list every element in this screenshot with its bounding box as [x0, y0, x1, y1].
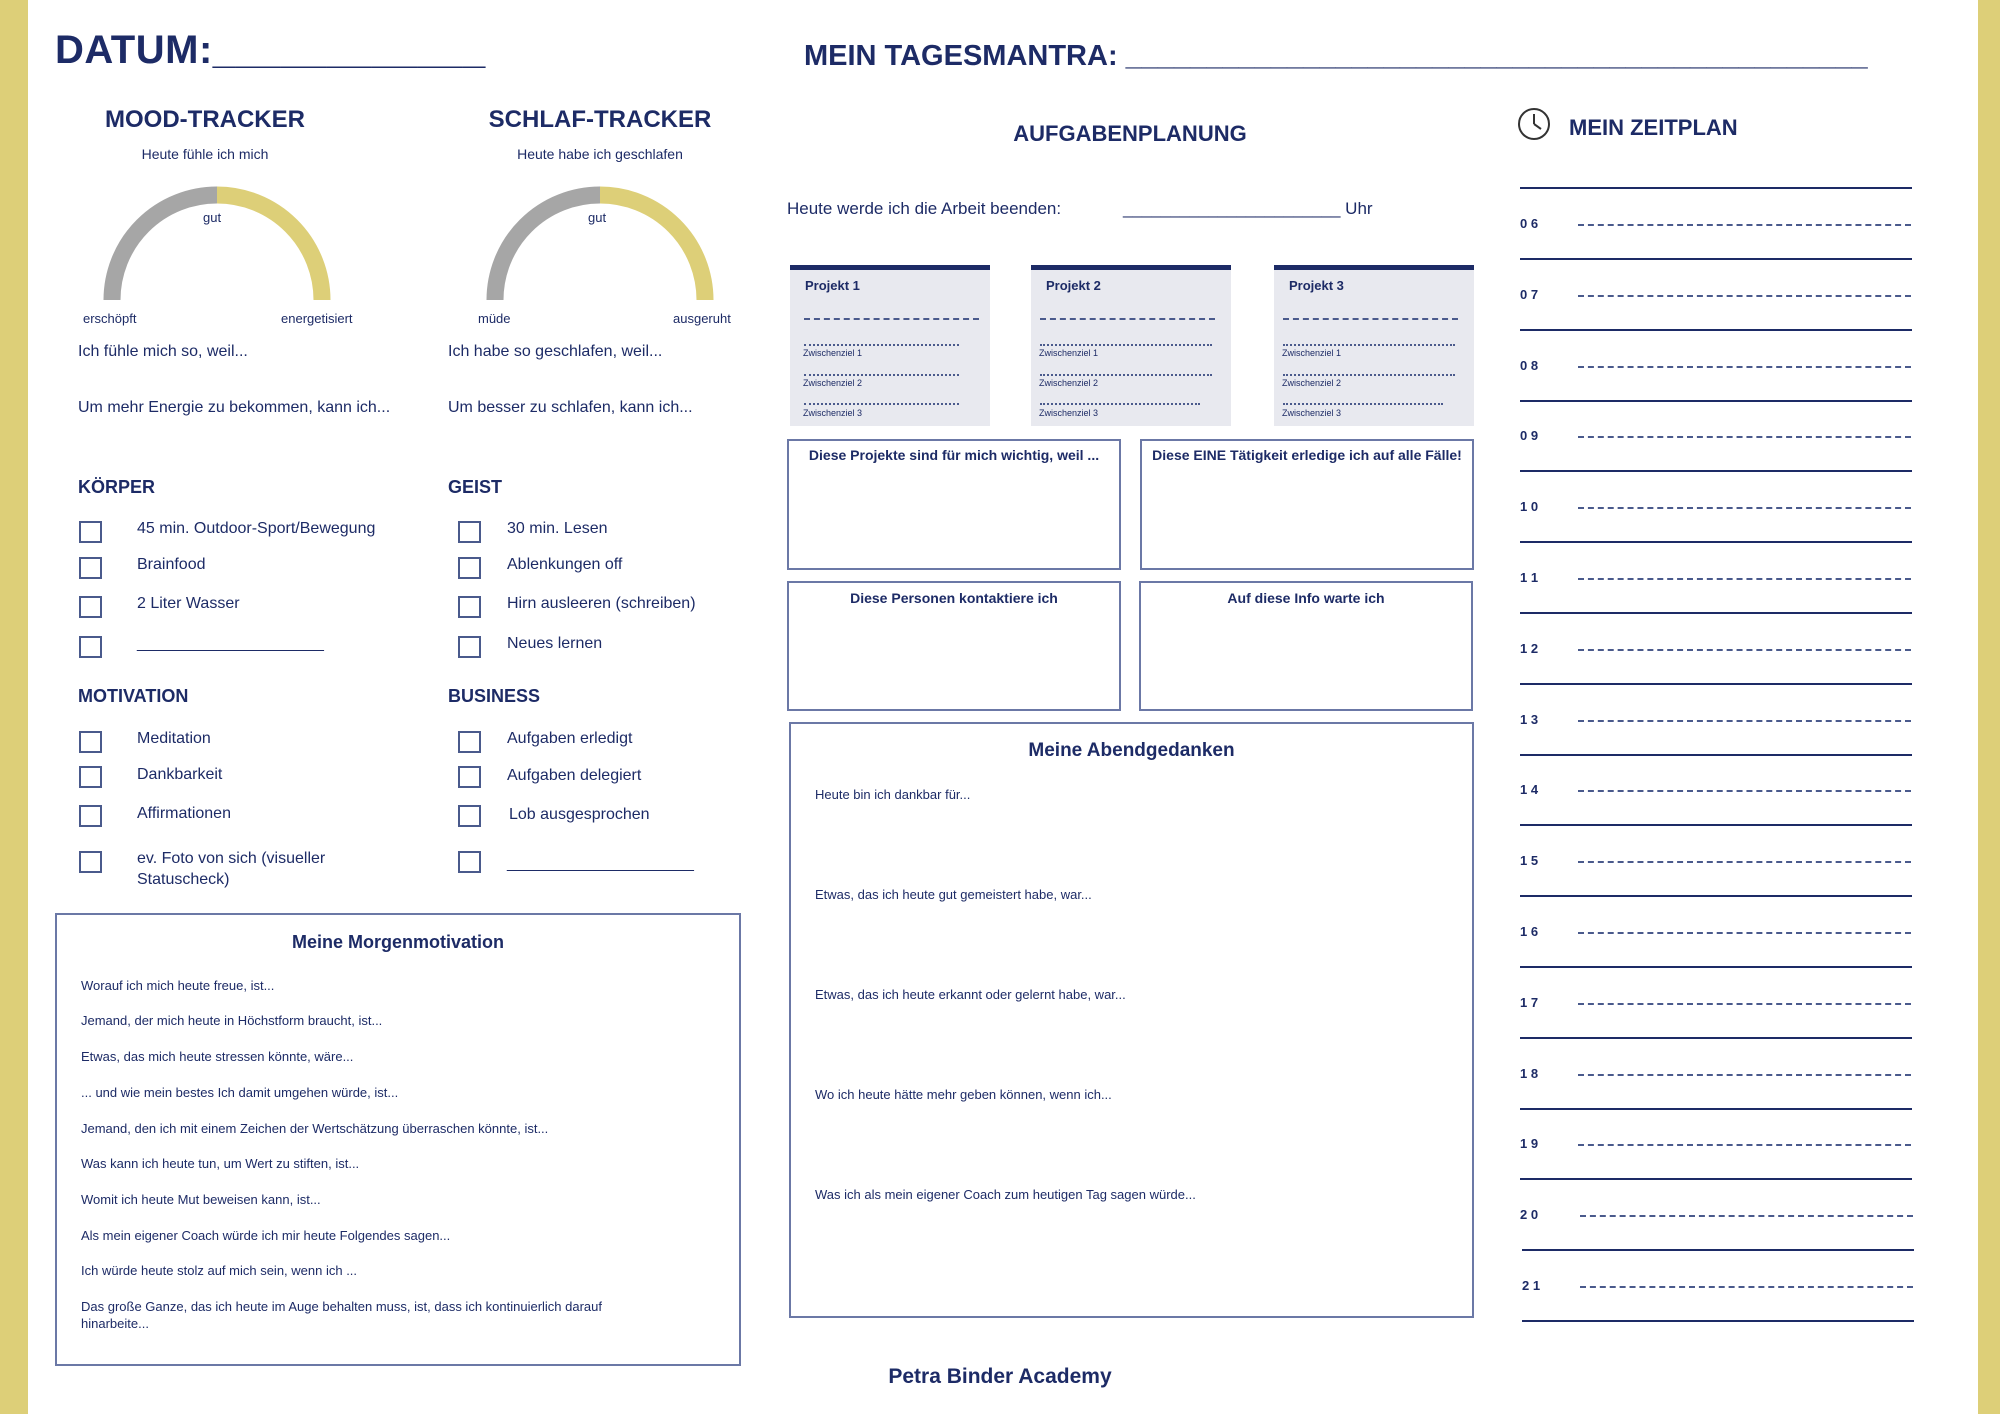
project-2-title: Projekt 2: [1046, 278, 1101, 293]
mood-gauge-mid: gut: [203, 210, 222, 225]
hour-divider-17: [1520, 1037, 1912, 1039]
morgen-line-1: Jemand, der mich heute in Höchstform braucht, ist...: [81, 1013, 383, 1028]
checkbox-koerper-2[interactable]: [79, 596, 102, 618]
morgen-line-4: Jemand, den ich mit einem Zeichen der Wertschätzung überraschen könnte, ist...: [81, 1121, 549, 1136]
end-time-field[interactable]: _______________________ Uhr: [1123, 199, 1373, 218]
hour-divider-10: [1520, 541, 1912, 543]
project-3-z3: Zwischenziel 3: [1282, 408, 1342, 418]
zeitplan-title: MEIN ZEITPLAN: [1569, 115, 1738, 140]
hour-label-06: 0 6: [1520, 216, 1539, 231]
hour-label-09: 0 9: [1520, 428, 1539, 443]
hour-divider-08: [1520, 400, 1912, 402]
project-1-z1-line: [804, 344, 959, 346]
hour-slot-18[interactable]: [1578, 1074, 1911, 1076]
box-wichtig-title: Diese Projekte sind für mich wichtig, weil ...: [808, 447, 1100, 463]
abend-line-2: Etwas, das ich heute erkannt oder gelernt habe, war...: [815, 987, 1126, 1002]
project-1-title: Projekt 1: [805, 278, 860, 293]
mood-gauge-left: erschöpft: [83, 311, 137, 326]
checkbox-motivation-3[interactable]: [79, 851, 102, 873]
hour-slot-06[interactable]: [1578, 224, 1911, 226]
abend-box: [789, 722, 1474, 1318]
morgen-line-5: Was kann ich heute tun, um Wert zu stiften, ist...: [81, 1156, 360, 1171]
motivation-item-1: Dankbarkeit: [137, 766, 223, 783]
morgen-line-9: Das große Ganze, das ich heute im Auge behalten muss, ist, dass ich kontinuierlich darauf: [81, 1299, 603, 1314]
hour-label-13: 1 3: [1520, 712, 1539, 727]
business-item-1: Aufgaben delegiert: [507, 767, 642, 784]
business-title: BUSINESS: [448, 686, 541, 706]
hour-label-21: 2 1: [1522, 1278, 1541, 1293]
sleep-gauge-left: müde: [478, 311, 511, 326]
mood-prompt-1: Ich fühle mich so, weil...: [78, 343, 248, 360]
hour-label-18: 1 8: [1520, 1066, 1539, 1081]
project-3-z2: Zwischenziel 2: [1282, 378, 1342, 388]
project-1-z1: Zwischenziel 1: [803, 348, 863, 358]
sleep-gauge-mid: gut: [588, 210, 607, 225]
hour-label-19: 1 9: [1520, 1136, 1539, 1151]
hour-slot-16[interactable]: [1578, 932, 1911, 934]
checkbox-koerper-1[interactable]: [79, 557, 102, 579]
project-1-line: [804, 318, 979, 320]
footer-brand: Petra Binder Academy: [888, 1365, 1112, 1388]
hour-slot-17[interactable]: [1578, 1003, 1911, 1005]
morgen-line-2: Etwas, das mich heute stressen könnte, wäre...: [81, 1049, 354, 1064]
project-3-z1: Zwischenziel 1: [1282, 348, 1342, 358]
sleep-prompt-2: Um besser zu schlafen, kann ich...: [448, 399, 693, 416]
project-3-z1-line: [1283, 344, 1455, 346]
checkbox-business-0[interactable]: [458, 731, 481, 753]
sleep-gauge-right: ausgeruht: [673, 311, 731, 326]
hour-slot-10[interactable]: [1578, 507, 1911, 509]
morgen-line-3: ... und wie mein bestes Ich damit umgehen würde, ist...: [81, 1085, 399, 1100]
business-item-0: Aufgaben erledigt: [507, 730, 633, 747]
hour-label-17: 1 7: [1520, 995, 1539, 1010]
project-2-z1: Zwischenziel 1: [1039, 348, 1099, 358]
sleep-prompt-1: Ich habe so geschlafen, weil...: [448, 343, 663, 360]
morgen-line-0: Worauf ich mich heute freue, ist...: [81, 978, 275, 993]
project-3-z2-line: [1283, 374, 1455, 376]
geist-item-1: Ablenkungen off: [507, 556, 623, 573]
abend-line-1: Etwas, das ich heute gut gemeistert habe, war...: [815, 887, 1092, 902]
hour-label-12: 1 2: [1520, 641, 1539, 656]
project-1-z3: Zwischenziel 3: [803, 408, 863, 418]
mood-subtitle: Heute fühle ich mich: [141, 146, 269, 162]
project-2-z1-line: [1040, 344, 1212, 346]
hour-label-14: 1 4: [1520, 782, 1539, 797]
project-2-z3-line: [1040, 403, 1200, 405]
koerper-item-0: 45 min. Outdoor-Sport/Bewegung: [137, 520, 376, 537]
checkbox-geist-0[interactable]: [458, 521, 481, 543]
checkbox-koerper-3[interactable]: [79, 636, 102, 658]
abend-line-0: Heute bin ich dankbar für...: [815, 787, 971, 802]
project-3-title: Projekt 3: [1289, 278, 1344, 293]
mood-gauge: [95, 180, 340, 305]
mood-prompt-2: Um mehr Energie zu bekommen, kann ich...: [78, 399, 391, 416]
motivation-item-2: Affirmationen: [137, 805, 231, 822]
checkbox-geist-2[interactable]: [458, 596, 481, 618]
checkbox-motivation-1[interactable]: [79, 766, 102, 788]
project-2-line: [1040, 318, 1215, 320]
koerper-item-2: 2 Liter Wasser: [137, 595, 240, 612]
hour-label-15: 1 5: [1520, 853, 1539, 868]
aufgaben-title: AUFGABENPLANUNG: [1013, 121, 1247, 146]
hour-divider-20: [1522, 1249, 1914, 1251]
geist-title: GEIST: [448, 477, 503, 497]
sleep-tracker-title: SCHLAF-TRACKER: [488, 106, 712, 133]
checkbox-business-1[interactable]: [458, 766, 481, 788]
hour-slot-19[interactable]: [1578, 1144, 1911, 1146]
hour-slot-09[interactable]: [1578, 436, 1911, 438]
project-3-line: [1283, 318, 1458, 320]
hour-divider-11: [1520, 612, 1912, 614]
hour-divider-18: [1520, 1108, 1912, 1110]
hour-divider-14: [1520, 824, 1912, 826]
koerper-item-3: _____________________: [137, 635, 324, 652]
business-item-3: _____________________: [507, 855, 694, 872]
left-accent-bar: [0, 0, 28, 1414]
date-label: DATUM:____________: [55, 28, 486, 72]
hour-divider-21: [1522, 1320, 1914, 1322]
end-time-label: Heute werde ich die Arbeit beenden:: [787, 199, 1062, 218]
checkbox-business-2[interactable]: [458, 805, 481, 827]
box-eine-title: Diese EINE Tätigkeit erledige ich auf alle Fälle!: [1152, 447, 1462, 463]
hour-slot-20[interactable]: [1580, 1215, 1913, 1217]
hour-divider-12: [1520, 683, 1912, 685]
hour-divider-15: [1520, 895, 1912, 897]
hour-slot-11[interactable]: [1578, 578, 1911, 580]
checkbox-geist-3[interactable]: [458, 636, 481, 658]
morgen-title: Meine Morgenmotivation: [291, 932, 504, 952]
hour-divider-07: [1520, 329, 1912, 331]
sleep-subtitle: Heute habe ich geschlafen: [517, 146, 683, 162]
hour-slot-07[interactable]: [1578, 295, 1911, 297]
geist-item-3: Neues lernen: [507, 635, 603, 652]
hour-label-10: 1 0: [1520, 499, 1539, 514]
checkbox-koerper-0[interactable]: [79, 521, 102, 543]
motivation-item-3-cont: Statuscheck): [137, 871, 230, 888]
hour-divider-06: [1520, 258, 1912, 260]
motivation-title: MOTIVATION: [78, 686, 189, 706]
morgen-line-6: Womit ich heute Mut beweisen kann, ist...: [81, 1192, 321, 1207]
morgen-line-8: Ich würde heute stolz auf mich sein, wenn ich ...: [81, 1263, 358, 1278]
project-1-z3-line: [804, 403, 959, 405]
checkbox-geist-1[interactable]: [458, 557, 481, 579]
abend-line-3: Wo ich heute hätte mehr geben können, wenn ich...: [815, 1087, 1112, 1102]
hour-divider-16: [1520, 966, 1912, 968]
hour-label-16: 1 6: [1520, 924, 1539, 939]
hour-slot-15[interactable]: [1578, 861, 1911, 863]
checkbox-motivation-2[interactable]: [79, 805, 102, 827]
business-item-2: Lob ausgesprochen: [509, 806, 650, 823]
hour-slot-14[interactable]: [1578, 790, 1911, 792]
hour-divider-09: [1520, 470, 1912, 472]
geist-item-0: 30 min. Lesen: [507, 520, 608, 537]
koerper-title: KÖRPER: [78, 477, 156, 497]
project-2-z3: Zwischenziel 3: [1039, 408, 1099, 418]
abend-title: Meine Abendgedanken: [1028, 740, 1235, 761]
checkbox-business-3[interactable]: [458, 851, 481, 873]
right-accent-bar: [1978, 0, 2000, 1414]
hour-slot-13[interactable]: [1578, 720, 1911, 722]
project-1-z2-line: [804, 374, 959, 376]
box-info-title: Auf diese Info warte ich: [1227, 590, 1385, 606]
checkbox-motivation-0[interactable]: [79, 731, 102, 753]
hour-label-07: 0 7: [1520, 287, 1539, 302]
box-personen-title: Diese Personen kontaktiere ich: [850, 590, 1058, 606]
hour-slot-21[interactable]: [1580, 1286, 1913, 1288]
motivation-item-0: Meditation: [137, 730, 211, 747]
project-3-z3-line: [1283, 403, 1443, 405]
hour-divider-19: [1520, 1178, 1912, 1180]
sleep-gauge: [478, 180, 723, 305]
hour-label-20: 2 0: [1520, 1207, 1539, 1222]
zeitplan-top-line: [1520, 187, 1912, 189]
geist-item-2: Hirn ausleeren (schreiben): [507, 595, 696, 612]
hour-slot-08[interactable]: [1578, 366, 1911, 368]
hour-label-11: 1 1: [1520, 570, 1539, 585]
mantra-label: MEIN TAGESMANTRA: ______________________________________________: [804, 40, 1868, 72]
clock-icon: [1517, 107, 1551, 141]
morgen-line-10: hinarbeite...: [81, 1316, 149, 1331]
koerper-item-1: Brainfood: [137, 556, 206, 573]
hour-divider-13: [1520, 754, 1912, 756]
abend-line-4: Was ich als mein eigener Coach zum heutigen Tag sagen würde...: [815, 1187, 1196, 1202]
morgen-line-7: Als mein eigener Coach würde ich mir heute Folgendes sagen...: [81, 1228, 451, 1243]
hour-slot-12[interactable]: [1578, 649, 1911, 651]
hour-label-08: 0 8: [1520, 358, 1539, 373]
project-2-z2-line: [1040, 374, 1212, 376]
mood-gauge-right: energetisiert: [281, 311, 353, 326]
mood-tracker-title: MOOD-TRACKER: [105, 106, 305, 133]
project-1-z2: Zwischenziel 2: [803, 378, 863, 388]
project-2-z2: Zwischenziel 2: [1039, 378, 1099, 388]
motivation-item-3: ev. Foto von sich (visueller: [137, 850, 326, 867]
